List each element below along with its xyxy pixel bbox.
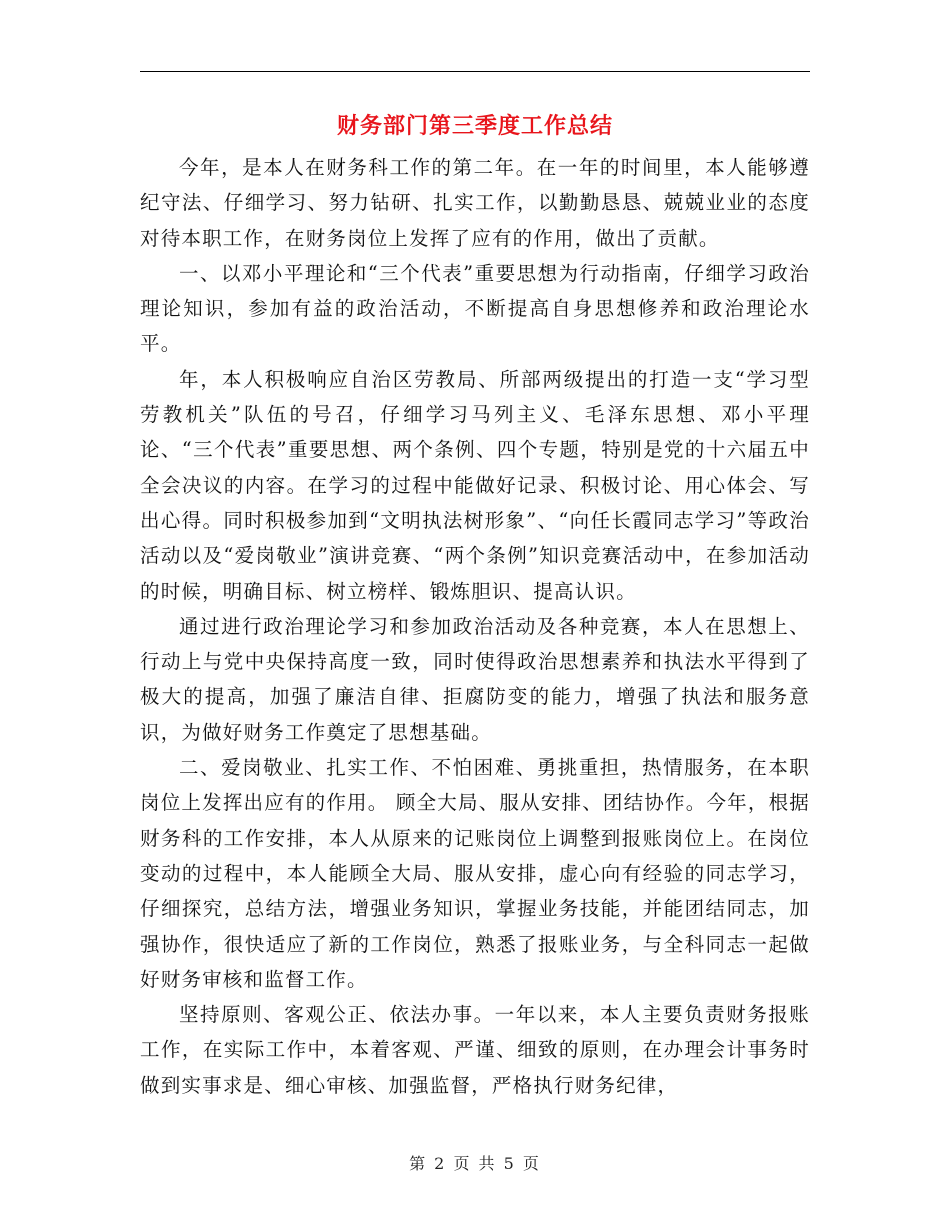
document-body xyxy=(140,150,810,1103)
paragraph-study: 年，本人积极响应自治区劳教局、所部两级提出的打造一支“学习型劳教机关”队伍的号召，仔细学习马列主义、毛泽东思想、邓小平理论、“三个代表”重要思想、两个条例、四个专题，特别是党的十六届五中全会决议的内容。在学习的过程中能做好记录、积极讨论、用心体会、写出心得。同时积极参加到“文明执法树形象”、“向任长霞同志学习”等政治活动以及“爱岗敬业”演讲竞赛、“两个条例”知识竞赛活动中，在参加活动的时候，明确目标、树立榜样、锻炼胆识、提高认识。 xyxy=(140,367,810,603)
paragraph-section-one: 一、以邓小平理论和“三个代表”重要思想为行动指南，仔细学习政治理论知识，参加有益的政治活动，不断提高自身思想修养和政治理论水平。 xyxy=(140,261,810,356)
header-rule xyxy=(140,71,810,72)
paragraph-intro: 今年，是本人在财务科工作的第二年。在一年的时间里，本人能够遵纪守法、仔细学习、努力钻研、扎实工作，以勤勤恳恳、兢兢业业的态度对待本职工作，在财务岗位上发挥了应有的作用，做出了贡献。 xyxy=(140,156,810,250)
page-number: 第 2 页 共 5 页 xyxy=(409,1154,541,1173)
paragraph-section-two: 二、爱岗敬业、扎实工作、不怕困难、勇挑重担，热情服务，在本职岗位上发挥出应有的作用。 顾全大局、服从安排、团结协作。今年，根据财务科的工作安排，本人从原来的记账岗位上调整到报账岗位上。在岗位变动的过程中，本人能顾全大局、服从安排，虚心向有经验的同志学习，仔细探究，总结方法，增强业务知识，掌握业务技能，并能团结同志，加强协作，很快适应了新的工作岗位，熟悉了报账业务，与全科同志一起做好财务审核和监督工作。 xyxy=(140,756,810,991)
document-title: 财务部门第三季度工作总结 xyxy=(336,113,613,139)
paragraph-results: 通过进行政治理论学习和参加政治活动及各种竞赛，本人在思想上、行动上与党中央保持高度一致，同时使得政治思想素养和执法水平得到了极大的提高，加强了廉洁自律、拒腐防变的能力，增强了执法和服务意识，为做好财务工作奠定了思想基础。 xyxy=(140,614,810,744)
paragraph-principles: 坚持原则、客观公正、依法办事。一年以来，本人主要负责财务报账工作，在实际工作中，本着客观、严谨、细致的原则，在办理会计事务时做到实事求是、细心审核、加强监督，严格执行财务纪律， xyxy=(140,1003,810,1097)
